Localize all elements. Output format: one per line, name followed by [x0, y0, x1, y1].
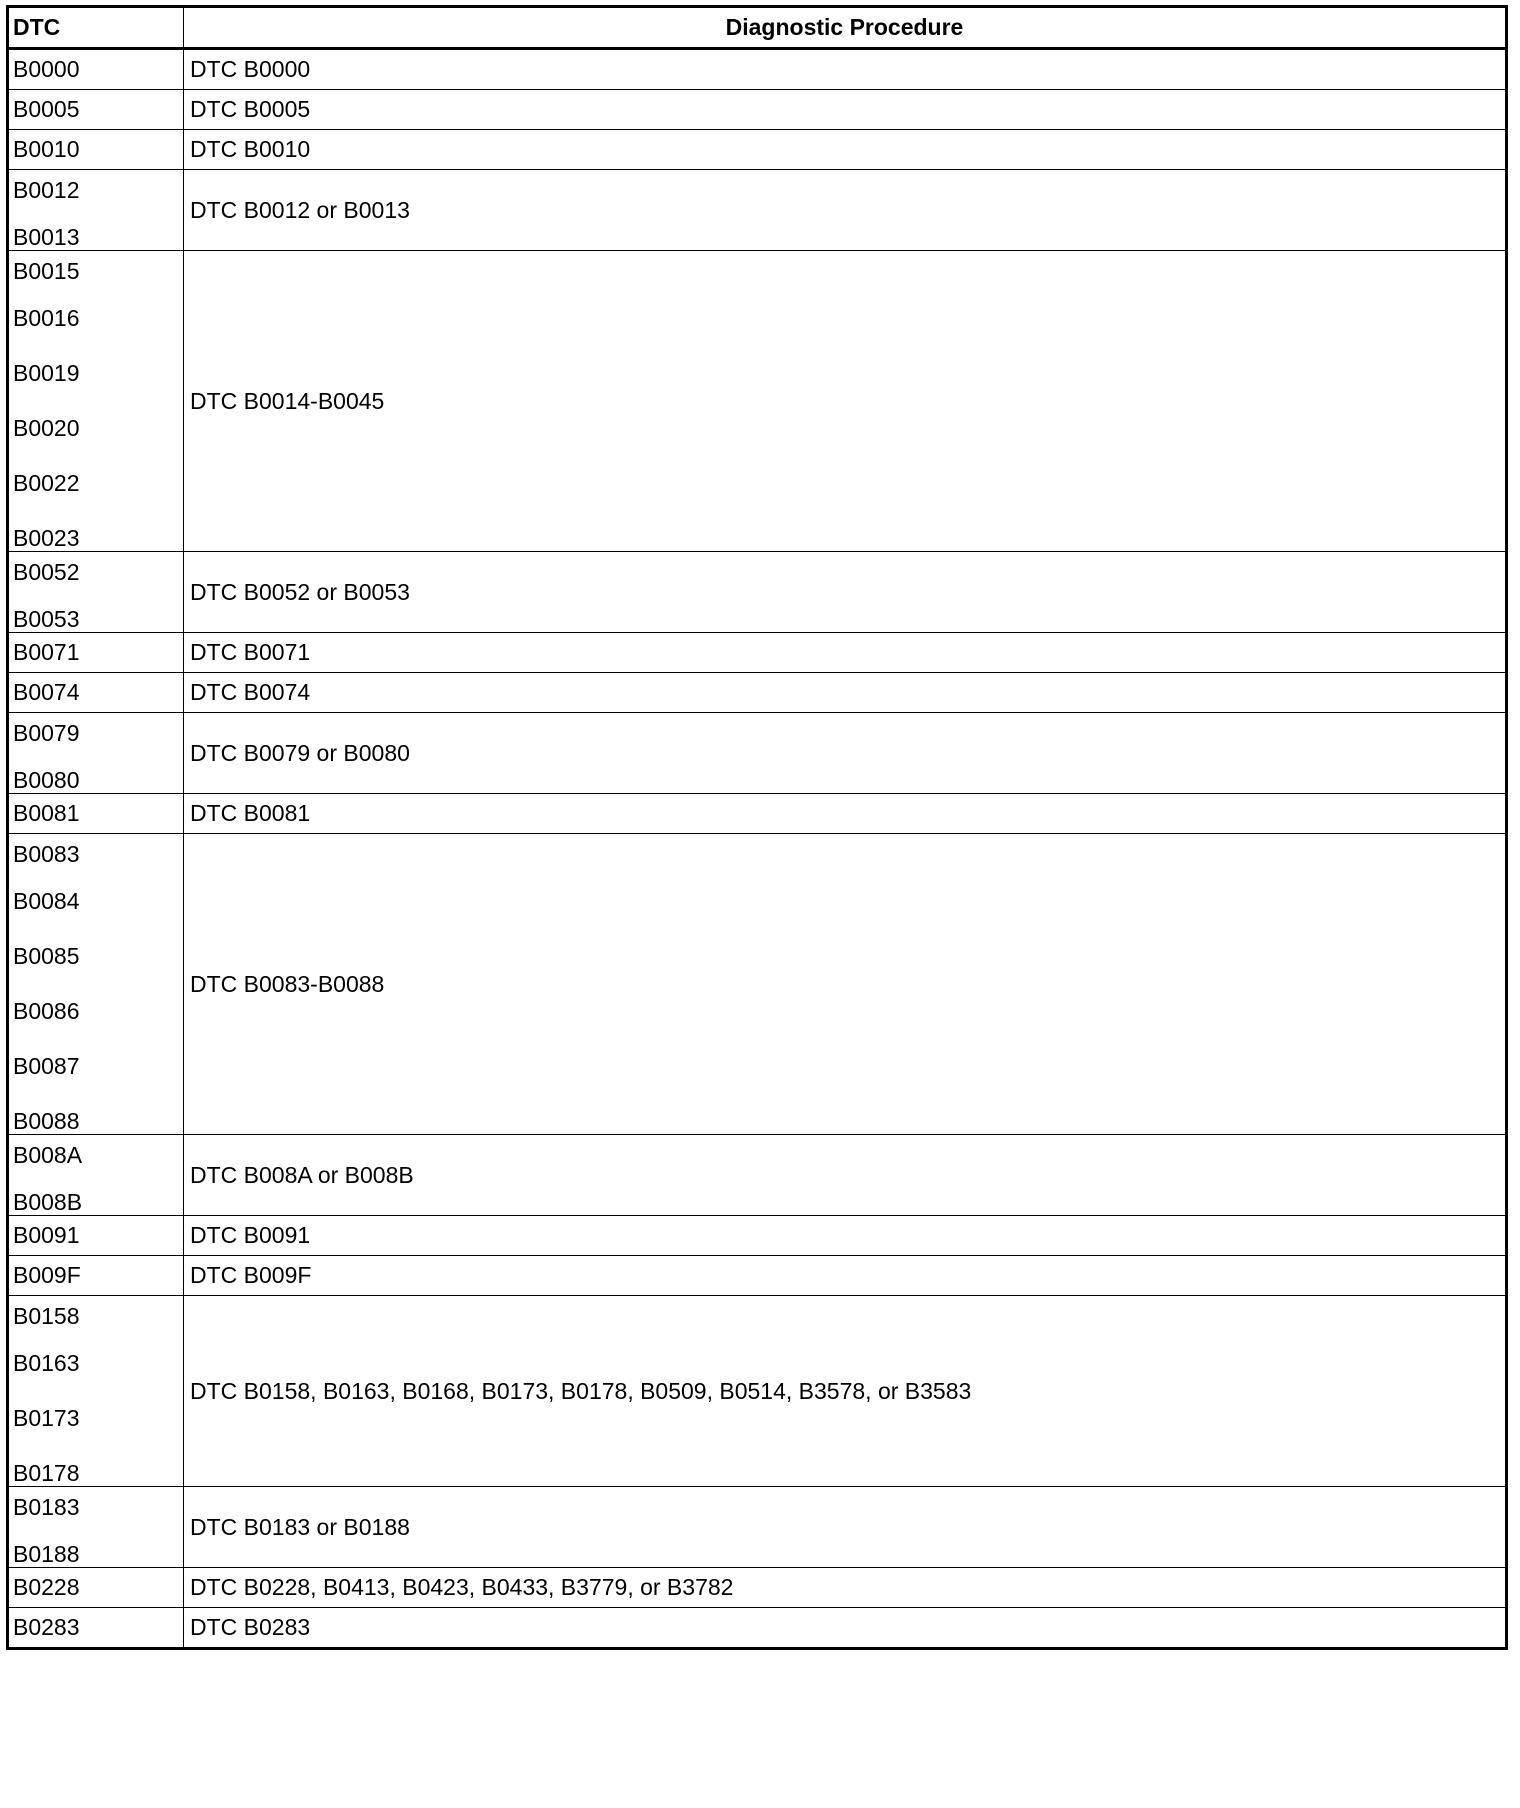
dtc-codes-cell [8, 713, 184, 794]
table-row [8, 633, 1507, 673]
dtc-code: B0158 [13, 1303, 80, 1329]
diagnostic-procedure-cell: DTC B0012 or B0013 [184, 170, 1507, 251]
dtc-code: B0080 [13, 767, 80, 793]
dtc-codes-cell [8, 130, 184, 170]
table-row [8, 1568, 1507, 1608]
dtc-code: B0010 [13, 136, 80, 162]
dtc-codes-cell [8, 1296, 184, 1487]
dtc-table [6, 5, 1508, 1650]
dtc-code: B0178 [13, 1460, 80, 1486]
table-row [8, 1216, 1507, 1256]
table-row [8, 1135, 1507, 1216]
dtc-code: B0053 [13, 606, 80, 632]
dtc-codes-cell [8, 1216, 184, 1256]
dtc-codes-cell [8, 1608, 184, 1649]
procedure-column-header: Diagnostic Procedure [184, 7, 1507, 49]
dtc-code: B0087 [13, 1053, 80, 1079]
dtc-code: B009F [13, 1262, 81, 1288]
dtc-codes-cell [8, 170, 184, 251]
dtc-code: B0015 [13, 258, 80, 284]
dtc-code: B0085 [13, 943, 80, 969]
dtc-code: B0013 [13, 224, 80, 250]
diagnostic-procedure-cell: DTC B0005 [184, 90, 1507, 130]
dtc-code: B0023 [13, 525, 80, 551]
table-row [8, 673, 1507, 713]
dtc-code: B0088 [13, 1108, 80, 1134]
table-row [8, 1608, 1507, 1649]
dtc-code: B0163 [13, 1350, 80, 1376]
dtc-code: B0081 [13, 800, 80, 826]
diagnostic-procedure-cell: DTC B0014-B0045 [184, 251, 1507, 552]
table-body [8, 49, 1507, 1649]
table-header-row [8, 7, 1507, 49]
dtc-code: B0083 [13, 841, 80, 867]
dtc-codes-cell [8, 1568, 184, 1608]
table-row [8, 834, 1507, 1135]
dtc-code: B0020 [13, 415, 80, 441]
dtc-column-header: DTC [8, 7, 184, 49]
diagnostic-procedure-cell: DTC B0083-B0088 [184, 834, 1507, 1135]
table-row [8, 1296, 1507, 1487]
dtc-code: B0022 [13, 470, 80, 496]
dtc-code: B0019 [13, 360, 80, 386]
dtc-code: B0079 [13, 720, 80, 746]
diagnostic-procedure-cell: DTC B0074 [184, 673, 1507, 713]
diagnostic-procedure-cell: DTC B009F [184, 1256, 1507, 1296]
dtc-code: B0283 [13, 1614, 80, 1640]
dtc-code: B008A [13, 1142, 83, 1168]
diagnostic-procedure-cell: DTC B0010 [184, 130, 1507, 170]
diagnostic-procedure-cell: DTC B008A or B008B [184, 1135, 1507, 1216]
dtc-codes-cell [8, 633, 184, 673]
dtc-codes-cell [8, 251, 184, 552]
table-row [8, 713, 1507, 794]
diagnostic-procedure-cell: DTC B0081 [184, 794, 1507, 834]
diagnostic-procedure-cell: DTC B0052 or B0053 [184, 552, 1507, 633]
table-row [8, 251, 1507, 552]
dtc-code: B0091 [13, 1222, 80, 1248]
diagnostic-procedure-cell: DTC B0283 [184, 1608, 1507, 1649]
dtc-codes-cell [8, 49, 184, 90]
diagnostic-procedure-cell: DTC B0228, B0413, B0423, B0433, B3779, or B3782 [184, 1568, 1507, 1608]
table-row [8, 552, 1507, 633]
table-row [8, 49, 1507, 90]
diagnostic-procedure-cell: DTC B0091 [184, 1216, 1507, 1256]
diagnostic-procedure-cell: DTC B0158, B0163, B0168, B0173, B0178, B0509, B0514, B3578, or B3583 [184, 1296, 1507, 1487]
dtc-code: B008B [13, 1189, 83, 1215]
dtc-code: B0084 [13, 888, 80, 914]
dtc-codes-cell [8, 552, 184, 633]
dtc-codes-cell [8, 794, 184, 834]
dtc-code: B0173 [13, 1405, 80, 1431]
diagnostic-procedure-cell: DTC B0079 or B0080 [184, 713, 1507, 794]
diagnostic-procedure-cell: DTC B0000 [184, 49, 1507, 90]
diagnostic-procedure-cell: DTC B0071 [184, 633, 1507, 673]
table-row [8, 1256, 1507, 1296]
dtc-code: B0012 [13, 177, 80, 203]
dtc-code: B0183 [13, 1494, 80, 1520]
table-row [8, 170, 1507, 251]
dtc-code: B0228 [13, 1574, 80, 1600]
dtc-codes-cell [8, 1487, 184, 1568]
table-row [8, 130, 1507, 170]
table-row [8, 90, 1507, 130]
dtc-code: B0188 [13, 1541, 80, 1567]
dtc-codes-cell [8, 1256, 184, 1296]
dtc-code: B0005 [13, 96, 80, 122]
dtc-codes-cell [8, 90, 184, 130]
dtc-code: B0052 [13, 559, 80, 585]
table-row [8, 794, 1507, 834]
dtc-code: B0016 [13, 305, 80, 331]
dtc-codes-cell [8, 834, 184, 1135]
dtc-code: B0000 [13, 56, 80, 82]
dtc-code: B0071 [13, 639, 80, 665]
dtc-codes-cell [8, 673, 184, 713]
dtc-code: B0074 [13, 679, 80, 705]
dtc-codes-cell [8, 1135, 184, 1216]
table-row [8, 1487, 1507, 1568]
diagnostic-procedure-cell: DTC B0183 or B0188 [184, 1487, 1507, 1568]
dtc-code: B0086 [13, 998, 80, 1024]
